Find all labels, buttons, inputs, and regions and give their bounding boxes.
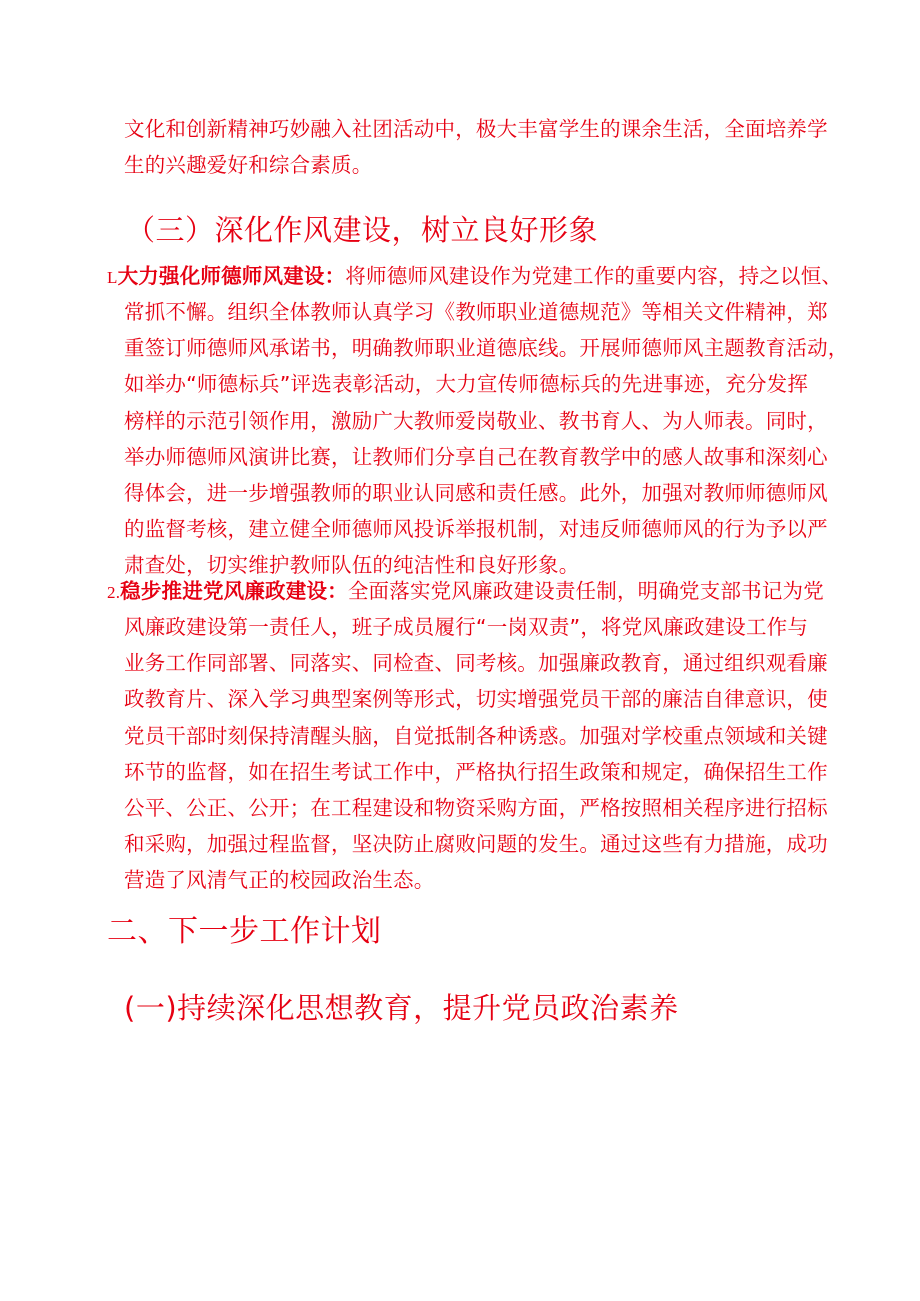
item-2-line-9: 营造了风清气正的校园政治生态。 xyxy=(124,868,435,893)
item-2-line-8: 和采购，加强过程监督，坚决防止腐败问题的发生。通过这些有力措施，成功 xyxy=(124,832,828,857)
item-2-title: 稳步推进党风廉政建设： xyxy=(120,579,348,603)
item-1-line-2: 常抓不懈。组织全体教师认真学习《教师职业道德规范》等相关文件精神，郑 xyxy=(124,300,828,324)
item-1-line-5: 榜样的示范引领作用，激励广大教师爱岗敬业、教书育人、为人师表。同时， xyxy=(124,408,828,433)
intro-paragraph xyxy=(124,111,828,183)
item-2-line-4: 政教育片、深入学习典型案例等形式，切实增强党员干部的廉洁自律意识，使 xyxy=(124,687,828,712)
item-1-line-6: 举办师德师风演讲比赛，让教师们分享自己在教育教学中的感人故事和深刻心 xyxy=(124,444,828,469)
item-2-line-5: 党员干部时刻保持清醒头脑，自觉抵制各种诱惑。加强对学校重点领域和关键 xyxy=(124,723,828,748)
item-1-first-line-text: 将师德师风建设作为党建工作的重要内容，持之以恒、 xyxy=(345,264,843,288)
item-2-marker: 2. xyxy=(107,583,121,602)
section-two-subheading: (一)持续深化思想教育，提升党员政治素养 xyxy=(124,991,679,1025)
item-2-first-line-text: 全面落实党风廉政建设责任制，明确党支部书记为党 xyxy=(347,579,824,603)
item-2-line-6: 环节的监督，如在招生考试工作中，严格执行招生政策和规定，确保招生工作 xyxy=(124,759,828,784)
item-1-line-9: 肃查处，切实维护教师队伍的纯洁性和良好形象。 xyxy=(124,553,580,578)
item-1-first-line xyxy=(107,258,842,296)
item-2-line-2: 风廉政建设第一责任人，班子成员履行“一岗双责”，将党风廉政建设工作与 xyxy=(124,615,809,639)
intro-line-2: 生的兴趣爱好和综合素质。 xyxy=(124,153,373,178)
item-1-line-8: 的监督考核，建立健全师德师风投诉举报机制，对违反师德师风的行为予以严 xyxy=(124,517,828,542)
item-1-line-4: 如举办“师德标兵”评选表彰活动，大力宣传师德标兵的先进事迹，充分发挥 xyxy=(124,372,809,397)
item-1-line-7: 得体会，进一步增强教师的职业认同感和责任感。此外，加强对教师师德师风 xyxy=(124,481,828,506)
item-1-marker: L xyxy=(107,268,118,287)
section-three-heading: （三）深化作风建设，树立良好形象 xyxy=(126,213,599,247)
item-2-line-7: 公平、公正、公开；在工程建设和物资采购方面，严格按照相关程序进行招标 xyxy=(124,796,828,821)
item-1-title: 大力强化师德师风建设： xyxy=(117,264,346,288)
item-1-line-3: 重签订师德师风承诺书，明确教师职业道德底线。开展师德师风主题教育活动， xyxy=(124,336,849,361)
item-2-first-line xyxy=(107,573,824,611)
item-2-paragraph xyxy=(124,609,828,899)
item-1-paragraph xyxy=(124,294,849,584)
section-two-heading: 二、下一步工作计划 xyxy=(107,914,382,949)
intro-line-1: 文化和创新精神巧妙融入社团活动中，极大丰富学生的课余生活，全面培养学 xyxy=(124,117,828,141)
item-2-line-3: 业务工作同部署、同落实、同检查、同考核。加强廉政教育，通过组织观看廉 xyxy=(124,651,828,676)
